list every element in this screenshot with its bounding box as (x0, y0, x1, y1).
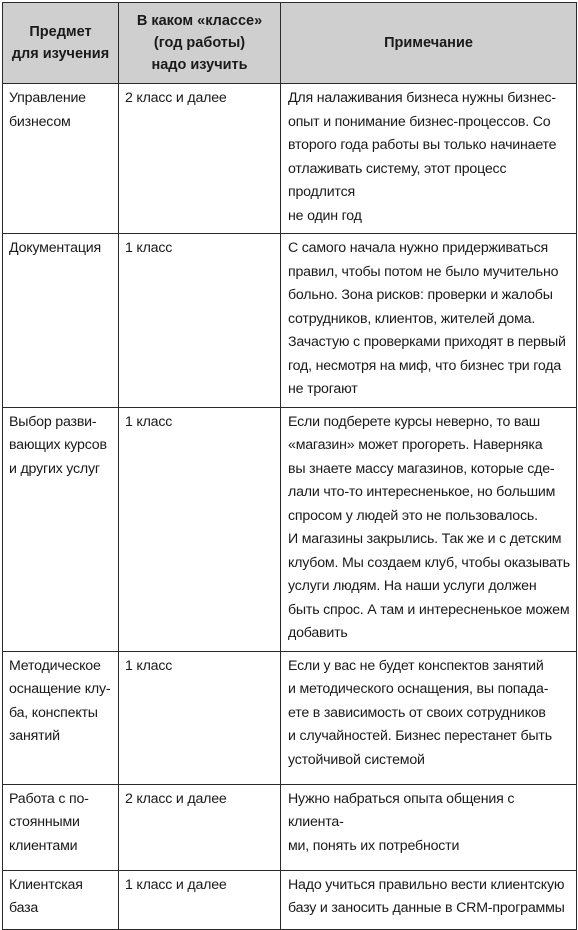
cell-note: С самого начала нужно придерживаться правил, чтобы потом не было мучительно больно. Зона рисков: проверки и жалобы сотрудников, клиентов, жителей дома. Зачастую с проверками приходят в первый год, несмотря на миф, что бизнес три года не трогают (281, 234, 577, 408)
cell-note: Для налаживания бизнеса нужны бизнес- опыт и понимание бизнес-процессов. Со второго года работы вы только начинаете отлаживать систему, этот процесс продлится не один год (281, 84, 577, 234)
cell-class: 2 класс и далее (119, 84, 281, 234)
table-row (3, 870, 577, 929)
table-row (3, 84, 577, 234)
cell-note: Если подберете курсы неверно, то ваш «магазин» может прогореть. Наверняка вы знаете массу магазинов, которые сде- лали что-то интересненькое, но большим спросом у людей это не пользовалось. И магазины закрылись. Так же и с детским клубом. Мы создаем клуб, чтобы оказывать услуги людям. На наши услуги должен быть спрос. А там и интересненькое можем добавить (281, 407, 577, 651)
cell-class: 1 класс (119, 407, 281, 651)
header-note: Примечание (281, 3, 577, 84)
cell-subject: Клиентская база (3, 870, 119, 929)
cell-note: Надо учиться правильно вести клиентскую базу и заносить данные в CRM-программы (281, 870, 577, 929)
table-header-row (3, 3, 577, 84)
cell-subject: Методическое оснащение клу- ба, конспекты занятий (3, 651, 119, 784)
cell-class: 1 класс (119, 651, 281, 784)
cell-class: 2 класс и далее (119, 784, 281, 870)
table-row (3, 407, 577, 651)
cell-subject: Выбор разви- вающих курсов и других услуг (3, 407, 119, 651)
table-row (3, 784, 577, 870)
cell-class: 1 класс и далее (119, 870, 281, 929)
header-class-year: В каком «классе» (год работы) надо изучить (119, 3, 281, 84)
cell-subject: Работа с по- стоянными клиентами (3, 784, 119, 870)
cell-note: Нужно набраться опыта общения с клиента- ми, понять их потребности (281, 784, 577, 870)
table-row (3, 234, 577, 408)
table-row (3, 651, 577, 784)
cell-subject: Управление бизнесом (3, 84, 119, 234)
cell-note: Если у вас не будет конспектов занятий и методического оснащения, вы попада- ете в зависимость от своих сотрудников и случайностей. Бизнес перестанет быть устойчивой системой (281, 651, 577, 784)
cell-subject: Документация (3, 234, 119, 408)
cell-class: 1 класс (119, 234, 281, 408)
study-plan-table (2, 2, 577, 930)
header-subject: Предмет для изучения (3, 3, 119, 84)
